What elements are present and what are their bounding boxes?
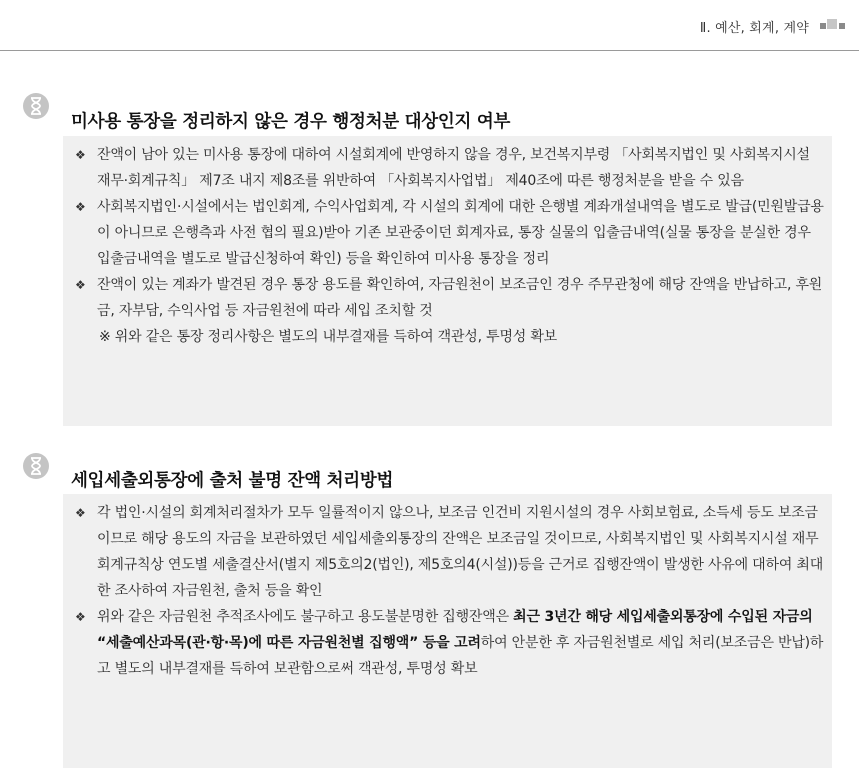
item-text-tail: 하여 안분한 후 자금원천별로 세입 처리(보조금은 반납)하고 별도의 내부결재를 득하여 보관함으로써 객관성, 투명성 확보 xyxy=(97,635,824,677)
item-text: 사회복지법인·시설에서는 법인회계, 수익사업회계, 각 시설의 회계에 대한 은행별 계좌개설내역을 별도로 발급(민원발급용이 아니므로 은행측과 사전 협의 필요)받아 기존 보관중이던 회계자료, 통장 실물의 입출금내역(실물 통장을 분실한 경우 입출금내역을 별도로 발급신청하여 확인) 등을 확인하여 미사용 통장을 정리 xyxy=(97,199,824,267)
note-text: ※ 위와 같은 통장 정리사항은 별도의 내부결재를 득하여 객관성, 투명성 확보 xyxy=(99,329,558,345)
list-item xyxy=(73,142,824,194)
list-item xyxy=(73,272,824,324)
bullet-icon: ❖ xyxy=(75,506,86,520)
bullet-icon: ❖ xyxy=(75,148,86,162)
item-text-emphasis: 최근 3년간 해당 세입세출외통장에 수입된 자금의 “세출예산과목(관·항·목)에 따른 자금원천별 집행액” 등을 고려 xyxy=(97,609,813,651)
chapter-label: Ⅱ. 예산, 회계, 계약 xyxy=(699,21,809,36)
item-text: 잔액이 남아 있는 미사용 통장에 대하여 시설회계에 반영하지 않을 경우, 보건복지부령 「사회복지법인 및 사회복지시설 재무·회계규칙」 제7조 내지 제8조를 위반하여 「사회복지사업법」 제40조에 따른 행정처분을 받을 수 있음 xyxy=(97,147,810,189)
hourglass-icon xyxy=(23,93,49,119)
content-box xyxy=(63,494,832,768)
hourglass-icon xyxy=(23,453,49,479)
list-item xyxy=(73,500,824,604)
content-box xyxy=(63,136,832,426)
bullet-icon: ❖ xyxy=(75,278,86,292)
header-decoration xyxy=(820,23,826,29)
item-text: 각 법인·시설의 회계처리절차가 모두 일률적이지 않으나, 보조금 인건비 지원시설의 경우 사회보험료, 소득세 등도 보조금이므로 해당 용도의 자금을 보관하였던 세입세출외통장의 잔액은 보조금일 것이므로, 사회복지법인 및 사회복지시설 재무회계규칙상 연도별 세출결산서(별지 제5호의2(법인), 제5호의4(시설))등을 근거로 집행잔액이 발생한 사유에 대하여 최대한 조사하여 자금원천, 출처 등을 확인 xyxy=(97,505,824,599)
item-text: 잔액이 있는 계좌가 발견된 경우 통장 용도를 확인하여, 자금원천이 보조금인 경우 주무관청에 해당 잔액을 반납하고, 후원금, 자부담, 수익사업 등 자금원천에 따라 세입 조치할 것 xyxy=(97,277,823,319)
bullet-icon: ❖ xyxy=(75,200,86,214)
item-text-lead: 위와 같은 자금원천 추적조사에도 불구하고 용도불분명한 집행잔액은 xyxy=(97,609,514,625)
header-decoration xyxy=(827,19,837,29)
section-title: 세입세출외통장에 출처 불명 잔액 처리방법 xyxy=(71,471,394,491)
header-decoration xyxy=(839,23,845,29)
bullet-icon: ❖ xyxy=(75,610,86,624)
section-title: 미사용 통장을 정리하지 않은 경우 행정처분 대상인지 여부 xyxy=(71,112,511,132)
list-item xyxy=(73,604,824,682)
page-header xyxy=(0,0,859,51)
list-item xyxy=(73,194,824,272)
